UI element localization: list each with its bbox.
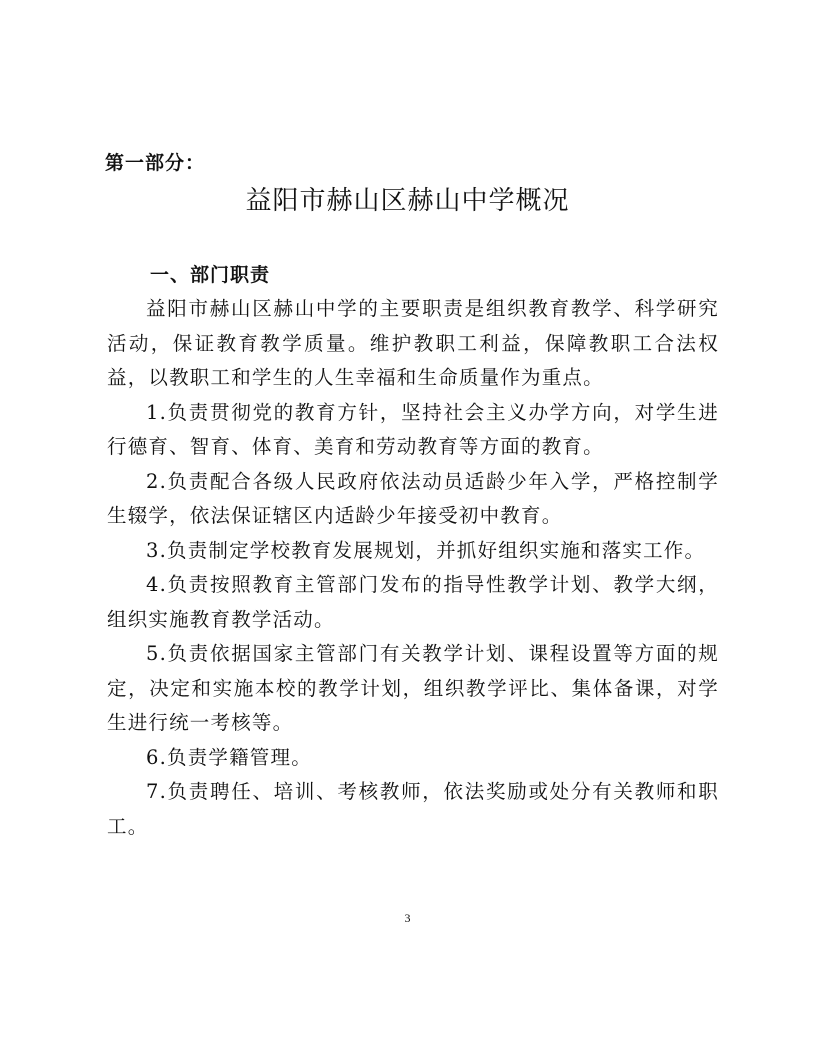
part-label: 第一部分： <box>105 152 206 174</box>
page-title: 益阳市赫山区赫山中学概况 <box>245 186 570 216</box>
duty-item-2: 2.负责配合各级人民政府依法动员适龄少年入学，严格控制学生辍学，依法保证辖区内适龄少年接受初中教育。 <box>107 469 719 527</box>
intro-paragraph: 益阳市赫山区赫山中学的主要职责是组织教育教学、科学研究活动，保证教育教学质量。维护教职工利益，保障教职工合法权益，以教职工和学生的人生幸福和生命质量作为重点。 <box>107 297 719 389</box>
duty-item-1: 1.负责贯彻党的教育方针，坚持社会主义办学方向，对学生进行德育、智育、体育、美育和劳动教育等方面的教育。 <box>107 400 719 458</box>
duty-item-7: 7.负责聘任、培训、考核教师，依法奖励或处分有关教师和职工。 <box>107 780 719 838</box>
section-heading: 一、部门职责 <box>150 264 271 286</box>
page-number: 3 <box>404 911 411 925</box>
duty-item-4: 4.负责按照教育主管部门发布的指导性教学计划、教学大纲，组织实施教育教学活动。 <box>107 573 719 631</box>
duty-item-5: 5.负责依据国家主管部门有关教学计划、课程设置等方面的规定，决定和实施本校的教学计划，组织教学评比、集体备课，对学生进行统一考核等。 <box>107 642 719 734</box>
duty-item-6: 6.负责学籍管理。 <box>146 745 312 769</box>
body-text <box>107 292 719 844</box>
duty-item-3: 3.负责制定学校教育发展规划，并抓好组织实施和落实工作。 <box>146 538 706 562</box>
